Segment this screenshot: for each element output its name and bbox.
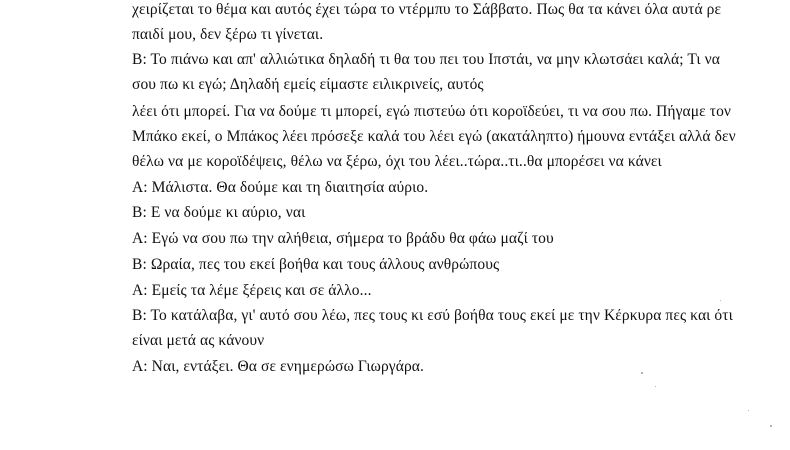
- text-line-13: Β: Το κατάλαβα, γι' αυτό σου λέω, πες τους κι εσύ βοήθα τους εκεί με την Κέρκυρα πες και ότι: [132, 307, 733, 324]
- scan-speck: [720, 300, 721, 301]
- text-line-14: είναι μετά ας κάνουν: [132, 332, 265, 349]
- text-line-5: λέει ότι μπορεί. Για να δούμε τι μπορεί, εγώ πιστεύω ότι κοροϊδεύει, τι να σου πω. Πήγαμε τον: [132, 103, 732, 120]
- scan-speck: [641, 372, 643, 374]
- text-line-4: σου πω κι εγώ; Δηλαδή εμείς είμαστε ειλικρινείς, αυτός: [132, 76, 484, 93]
- text-line-15: Α: Ναι, εντάξει. Θα σε ενημερώσω Γιωργάρα.: [132, 358, 424, 375]
- text-line-7: θέλω να με κοροϊδέψεις, θέλω να ξέρω, όχι του λέει..τώρα..τι..θα μπορέσει να κάνει: [132, 153, 662, 170]
- text-line-8: Α: Μάλιστα. Θα δούμε και τη διαιτησία αύριο.: [132, 179, 429, 196]
- text-line-6: Μπάκο εκεί, ο Μπάκος λέει πρόσεξε καλά του λέει εγώ (ακατάληπτο) ήμουνα εντάξει αλλά δεν: [132, 128, 736, 145]
- text-line-12: Α: Εμείς τα λέμε ξέρεις και σε άλλο...: [132, 282, 372, 299]
- text-line-10: Α: Εγώ να σου πω την αλήθεια, σήμερα το βράδυ θα φάω μαζί του: [132, 230, 554, 247]
- text-line-2: παιδί μου, δεν ξέρω τι γίνεται.: [132, 26, 324, 43]
- text-line-3: Β: Το πιάνω και απ' αλλιώτικα δηλαδή τι θα του πει του Ιπστάι, να μην κλωτσάει καλά; Τι να: [132, 51, 720, 68]
- text-line-1: χειρίζεται το θέμα και αυτός έχει τώρα το ντέρμπυ το Σάββατο. Πως θα τα κάνει όλα αυτά ρε: [132, 1, 722, 18]
- text-line-11: Β: Ωραία, πες του εκεί βοήθα και τους άλλους ανθρώπους: [132, 256, 500, 273]
- text-line-9: Β: Ε να δούμε κι αύριο, ναι: [132, 204, 306, 221]
- scan-speck: [748, 410, 749, 411]
- scan-speck: [770, 425, 772, 427]
- scan-speck: [655, 386, 656, 387]
